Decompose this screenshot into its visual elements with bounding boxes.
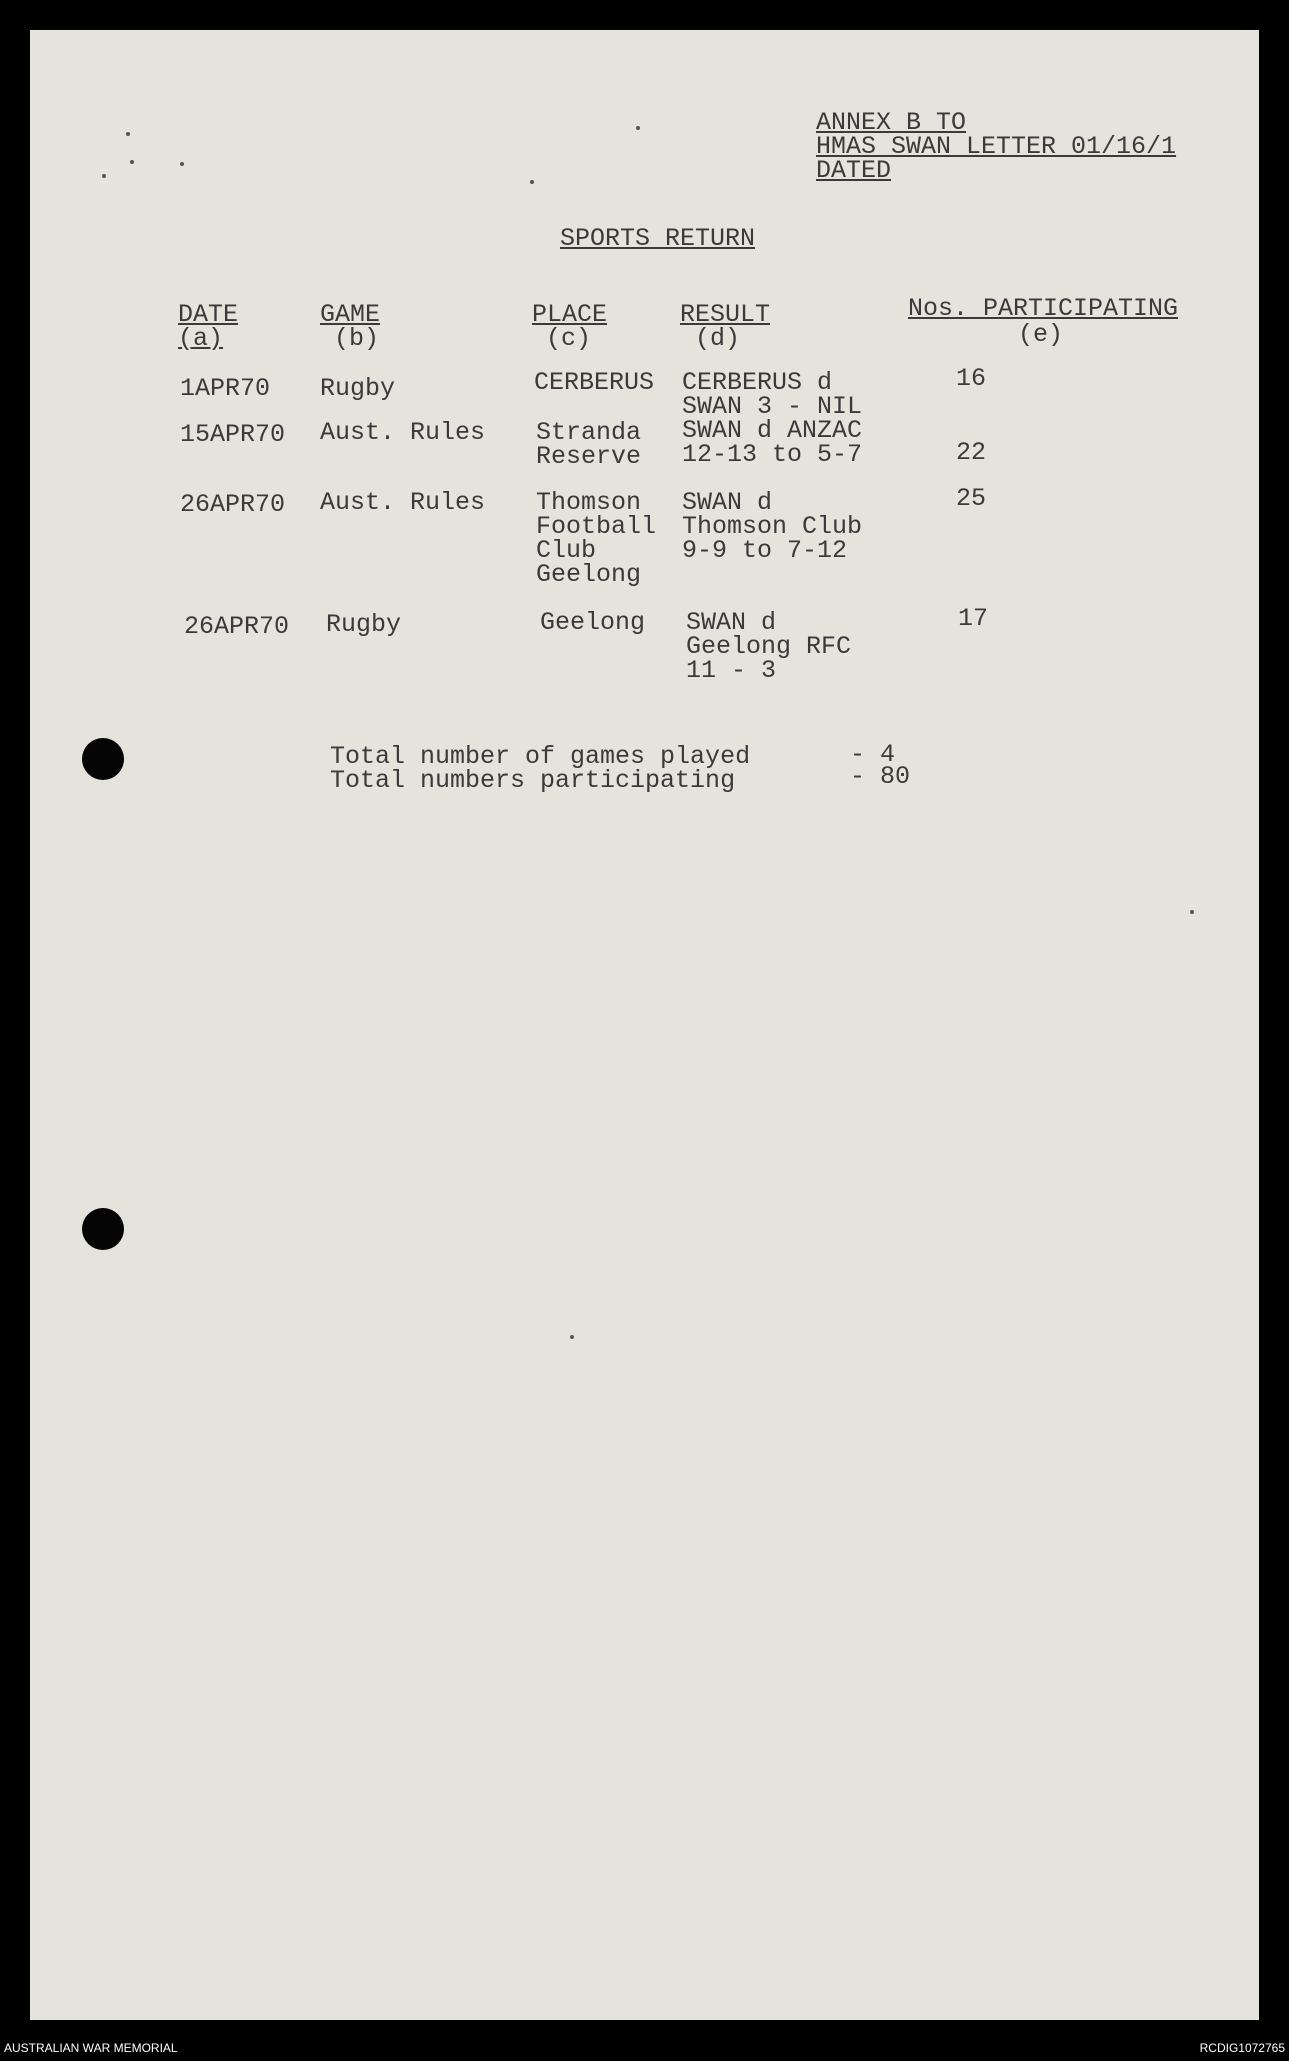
row-4-nos: 17: [958, 604, 989, 633]
annex-line-3: DATED: [816, 156, 892, 185]
row-3-place-line-1: Thomson: [536, 488, 642, 517]
row-2-place-line-2: Reserve: [536, 442, 642, 471]
row-2-game: Aust. Rules: [320, 418, 486, 447]
column-sub-date: (a): [178, 324, 224, 353]
row-1-place-line-1: CERBERUS: [534, 368, 655, 397]
annex-line-1: ANNEX B TO: [816, 108, 967, 137]
paper-speck: [636, 126, 640, 130]
row-2-place-line-1: Stranda: [536, 418, 642, 447]
row-2-result-line-2: 12-13 to 5-7: [682, 440, 863, 469]
total-participating-value: - 80: [850, 762, 911, 791]
row-3-nos: 25: [956, 484, 987, 513]
row-1-date: 1APR70: [180, 374, 271, 403]
column-header-nos-participating: Nos. PARTICIPATING: [908, 294, 1179, 323]
row-4-result-line-3: 11 - 3: [686, 656, 777, 685]
punch-hole-top: [82, 738, 124, 780]
row-4-date: 26APR70: [184, 612, 290, 641]
column-header-place: PLACE: [532, 300, 608, 329]
row-3-date: 26APR70: [180, 490, 286, 519]
row-1-result-line-2: SWAN 3 - NIL: [682, 392, 863, 421]
row-3-game: Aust. Rules: [320, 488, 486, 517]
row-2-result-line-1: SWAN d ANZAC: [682, 416, 863, 445]
row-3-place-line-4: Geelong: [536, 560, 642, 589]
column-sub-nos-participating: (e): [1018, 320, 1064, 349]
paper-speck: [102, 174, 106, 178]
row-1-nos: 16: [956, 364, 987, 393]
row-1-game: Rugby: [320, 374, 396, 403]
row-1-result-line-1: CERBERUS d: [682, 368, 833, 397]
page-title: SPORTS RETURN: [560, 224, 756, 253]
column-sub-place: (c): [546, 324, 592, 353]
row-3-result-line-3: 9-9 to 7-12: [682, 536, 848, 565]
paper-speck: [530, 180, 534, 184]
footer-record-id: RCDIG1072765: [1199, 2041, 1285, 2055]
row-4-result-line-1: SWAN d: [686, 608, 777, 637]
row-4-result-line-2: Geelong RFC: [686, 632, 852, 661]
total-participating-label: Total numbers participating: [330, 766, 736, 795]
column-sub-result: (d): [695, 324, 741, 353]
paper-speck: [130, 160, 134, 164]
row-3-result-line-1: SWAN d: [682, 488, 773, 517]
paper-speck: [180, 162, 184, 166]
punch-hole-bottom: [82, 1208, 124, 1250]
row-4-game: Rugby: [326, 610, 402, 639]
row-3-place-line-3: Club: [536, 536, 597, 565]
column-header-game: GAME: [320, 300, 381, 329]
row-2-nos: 22: [956, 438, 987, 467]
column-header-date: DATE: [178, 300, 239, 329]
paper-speck: [1190, 910, 1194, 914]
paper-speck: [126, 132, 130, 136]
row-3-place-line-2: Football: [536, 512, 657, 541]
row-2-date: 15APR70: [180, 420, 286, 449]
document-page: [30, 30, 1259, 2020]
row-4-place-line-1: Geelong: [540, 608, 646, 637]
annex-line-2: HMAS SWAN LETTER 01/16/1: [816, 132, 1177, 161]
footer-archive-name: AUSTRALIAN WAR MEMORIAL: [4, 2041, 178, 2055]
column-sub-game: (b): [334, 324, 380, 353]
row-3-result-line-2: Thomson Club: [682, 512, 863, 541]
paper-speck: [570, 1335, 574, 1339]
column-header-result: RESULT: [680, 300, 771, 329]
total-games-label: Total number of games played: [330, 742, 751, 771]
total-games-value: - 4: [850, 740, 896, 769]
